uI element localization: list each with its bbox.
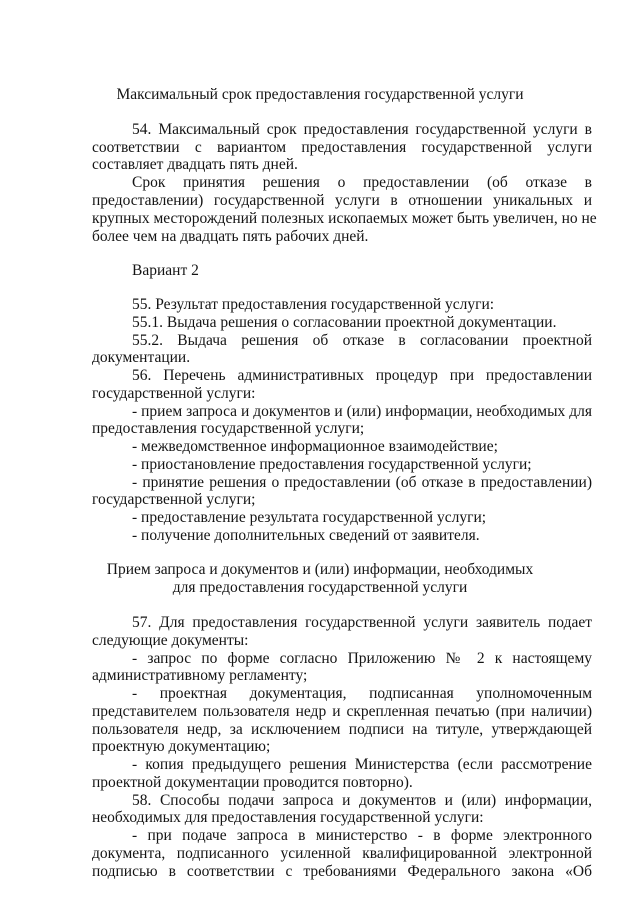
list-item-56a-line-2: предоставления государственной услуги; bbox=[92, 420, 365, 437]
section-heading-request-line-2: для предоставления государственной услуги bbox=[172, 579, 468, 596]
list-item-56f: - получение дополнительных сведений от заявителя. bbox=[132, 527, 480, 544]
list-item-58a-line-3: подписью в соответствии с требованиями Федерального закона «Об bbox=[92, 863, 592, 880]
list-item-58a-line-1: - при подаче запроса в министерство - в форме электронного bbox=[132, 827, 592, 844]
list-item-57b-line-4: проектную документацию; bbox=[92, 738, 271, 755]
paragraph-54b-line-1: Срок принятия решения о предоставлении (об отказе в bbox=[132, 174, 592, 191]
list-item-56b: - межведомственное информационное взаимодействие; bbox=[132, 438, 498, 455]
section-heading-request-line-1: Прием запроса и документов и (или) информации, необходимых bbox=[106, 561, 534, 578]
paragraph-55-2-line-2: документации. bbox=[92, 349, 191, 366]
paragraph-55-2-line-1: 55.2. Выдача решения об отказе в согласовании проектной bbox=[132, 332, 592, 349]
paragraph-58-line-1: 58. Способы подачи запроса и документов и (или) информации, bbox=[132, 792, 592, 809]
list-item-56d-line-1: - принятие решения о предоставлении (об отказе в предоставлении) bbox=[132, 474, 592, 491]
paragraph-57-line-2: следующие документы: bbox=[92, 632, 249, 649]
list-item-57a-line-2: административному регламенту; bbox=[92, 667, 308, 684]
list-item-56e: - предоставление результата государственной услуги; bbox=[132, 509, 487, 526]
variant-label: Вариант 2 bbox=[132, 262, 199, 279]
paragraph-55: 55. Результат предоставления государственной услуги: bbox=[132, 296, 495, 313]
list-item-56a-line-1: - прием запроса и документов и (или) информации, необходимых для bbox=[132, 403, 592, 420]
list-item-57a-line-1: - запрос по форме согласно Приложению № 2 к настоящему bbox=[132, 650, 592, 667]
paragraph-57-line-1: 57. Для предоставления государственной услуги заявитель подает bbox=[132, 614, 592, 631]
list-item-58a-line-2: документа, подписанного усиленной квалифицированной электронной bbox=[92, 845, 592, 862]
paragraph-56-line-1: 56. Перечень административных процедур при предоставлении bbox=[132, 367, 592, 384]
paragraph-54-line-1: 54. Максимальный срок предоставления государственной услуги в bbox=[132, 121, 592, 138]
paragraph-55-1: 55.1. Выдача решения о согласовании проектной документации. bbox=[132, 314, 557, 331]
paragraph-54b-line-2: предоставлении) государственной услуги в отношении уникальных и bbox=[92, 192, 592, 209]
paragraph-58-line-2: необходимых для предоставления государственной услуги: bbox=[92, 809, 484, 826]
list-item-56c: - приостановление предоставления государственной услуги; bbox=[132, 456, 532, 473]
list-item-57c-line-1: - копия предыдущего решения Министерства (если рассмотрение bbox=[132, 756, 592, 773]
paragraph-54b-line-3: крупных месторождений полезных ископаемых может быть увеличен, но не bbox=[92, 210, 597, 227]
list-item-57c-line-2: проектной документации проводится повторно). bbox=[92, 774, 413, 791]
paragraph-54b-line-4: более чем на двадцать пять рабочих дней. bbox=[92, 228, 369, 245]
section-heading-max-term: Максимальный срок предоставления государственной услуги bbox=[116, 86, 524, 103]
paragraph-54-line-2: соответствии с вариантом предоставления государственной услуги bbox=[92, 139, 592, 156]
paragraph-54-line-3: составляет двадцать пять дней. bbox=[92, 156, 298, 173]
list-item-56d-line-2: государственной услуги; bbox=[92, 491, 256, 508]
list-item-57b-line-1: - проектная документация, подписанная уполномоченным bbox=[132, 685, 592, 702]
list-item-57b-line-2: представителем пользователя недр и скрепленная печатью (при наличии) bbox=[92, 703, 592, 720]
paragraph-56-line-2: государственной услуги: bbox=[92, 385, 256, 402]
list-item-57b-line-3: пользователя недр, за исключением подписи на титуле, утверждающей bbox=[92, 721, 592, 738]
